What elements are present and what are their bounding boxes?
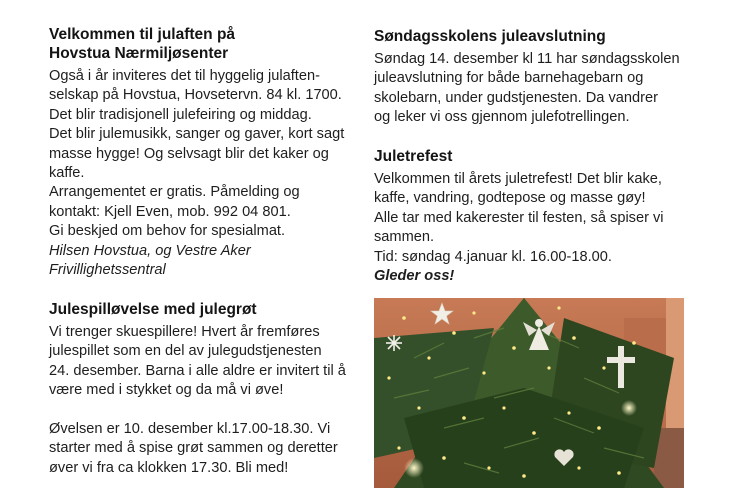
body-line: Arrangementet er gratis. Påmelding og [49, 184, 300, 201]
christmas-tree-photo [374, 298, 684, 488]
body-line: juleavslutning for både barnehagebarn og [374, 70, 644, 87]
body-line: masse hygge! Og selvsagt blir det kaker og [49, 145, 329, 162]
body-line: Det blir julemusikk, sanger og gaver, kort sagt [49, 126, 345, 143]
body-line: starter med å spise grøt sammen og deretter [49, 440, 338, 457]
article-julespill-title: Julespilløvelse med julegrøt [49, 301, 257, 318]
article-julespill [49, 300, 354, 478]
body-line: kontakt: Kjell Even, mob. 992 04 801. [49, 203, 291, 220]
article-juletrefest-body [374, 170, 686, 286]
body-line: være med i stykket og da må vi øve! [49, 382, 284, 399]
body-line: Også i år inviteres det til hyggelig julaften- [49, 68, 320, 84]
paragraph-gap [49, 401, 354, 420]
snowflake-ornament-icon [386, 335, 402, 351]
article-juletrefest [374, 147, 686, 286]
article-sondagsskole-body [374, 50, 686, 128]
body-line: Vi trenger skuespillere! Hvert år fremføres [49, 324, 320, 340]
body-line: Tid: søndag 4.januar kl. 16.00-18.00. [374, 248, 612, 265]
body-line: kaffe, vandring, godtepose og masse gøy! [374, 190, 646, 207]
body-line: sammen. [374, 229, 435, 246]
body-line: Det blir tradisjonell julefeiring og middag. [49, 106, 312, 123]
article-juletrefest-title: Juletrefest [374, 148, 453, 165]
title-line: Hovstua Nærmiljøsenter [49, 45, 229, 62]
body-line: Øvelsen er 10. desember kl.17.00-18.30. Vi [49, 421, 331, 438]
closing-line: Gleder oss! [374, 268, 455, 285]
body-line: øver vi fra ca klokken 17.30. Bli med! [49, 459, 289, 476]
article-sondagsskole-title: Søndagsskolens juleavslutning [374, 28, 606, 45]
article-julaften-body [49, 67, 354, 280]
article-julaften [49, 25, 354, 280]
body-line: Velkommen til årets juletrefest! Det blir kake, [374, 171, 662, 187]
body-line: selskap på Hovstua, Hovsetervn. 84 kl. 1700. [49, 87, 342, 104]
body-line: 24. desember. Barna i alle aldre er invitert til å [49, 362, 346, 379]
body-line: Søndag 14. desember kl 11 har søndagsskolen [374, 51, 680, 67]
body-line: skolebarn, under gudstjenesten. Da vandrer [374, 89, 658, 106]
article-julaften-title [49, 25, 354, 63]
title-line: Velkommen til julaften på [49, 26, 236, 43]
article-julespill-body [49, 323, 354, 478]
article-sondagsskole [374, 27, 686, 128]
signature-line: Frivillighetssentral [49, 262, 166, 279]
body-line: julespillet som en del av julegudstjenesten [49, 343, 322, 360]
signature-line: Hilsen Hovstua, og Vestre Aker [49, 242, 251, 259]
body-line: Gi beskjed om behov for spesialmat. [49, 223, 286, 240]
body-line: Alle tar med kakerester til festen, så spiser vi [374, 209, 664, 226]
body-line: kaffe. [49, 165, 85, 182]
body-line: og leker vi oss gjennom julefotrellingen. [374, 109, 630, 126]
